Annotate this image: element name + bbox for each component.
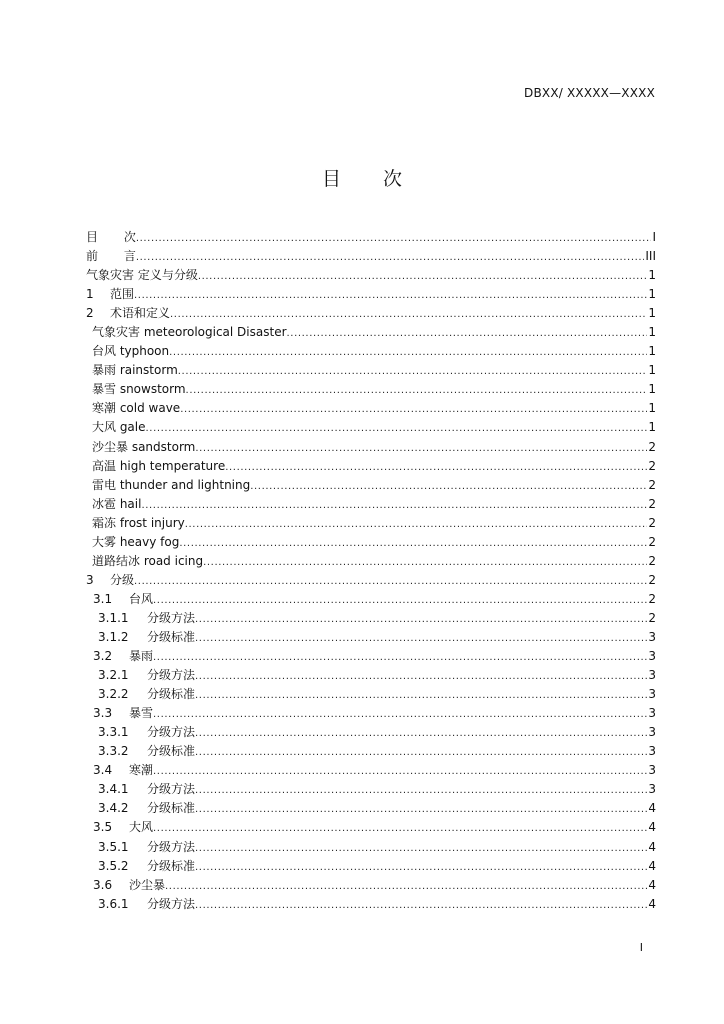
toc-dot-leader — [180, 400, 647, 419]
toc-entry[interactable] — [86, 895, 656, 914]
toc-entry[interactable] — [86, 818, 656, 837]
toc-dot-leader — [169, 343, 647, 362]
toc-entry[interactable] — [86, 399, 656, 418]
toc-entry-page: 3 — [648, 725, 656, 740]
toc-entry[interactable] — [86, 761, 656, 780]
toc-dot-leader — [198, 267, 648, 286]
toc-entry-page: 3 — [648, 763, 656, 778]
toc-entry-page: 4 — [648, 896, 656, 911]
toc-dot-leader — [195, 800, 647, 819]
toc-entry-page: 4 — [648, 839, 656, 854]
toc-entry-number: 3.3 — [93, 706, 113, 721]
toc-entry-title: 暴雨 — [129, 649, 154, 664]
toc-entry-title: 范围 — [110, 287, 135, 302]
toc-entry-number: 3.5 — [93, 820, 113, 835]
toc-entry-title: 分级方法 — [147, 725, 196, 740]
toc-entry-page: 3 — [648, 782, 656, 797]
toc-dot-leader — [186, 381, 648, 400]
toc-entry-number: 3.5.1 — [98, 839, 129, 854]
toc-entry[interactable] — [86, 666, 656, 685]
toc-entry[interactable] — [86, 285, 656, 304]
toc-entry[interactable] — [86, 476, 656, 495]
toc-entry-title: 台风 — [129, 591, 154, 606]
toc-entry-title: 分级方法 — [147, 839, 196, 854]
toc-dot-leader — [153, 705, 647, 724]
toc-dot-leader — [195, 629, 647, 648]
toc-dot-leader — [165, 877, 647, 896]
toc-entry[interactable] — [86, 247, 656, 266]
toc-entry-title: 台风 typhoon — [92, 344, 170, 359]
toc-entry-title: 道路结冰 road icing — [92, 553, 204, 568]
toc-entry[interactable] — [86, 323, 656, 342]
toc-entry-title: 分级标准 — [147, 801, 196, 816]
toc-entry[interactable] — [86, 857, 656, 876]
toc-entry-page: 2 — [648, 591, 656, 606]
toc-entry[interactable] — [86, 457, 656, 476]
toc-entry-number: 3.2.1 — [98, 668, 129, 683]
toc-entry[interactable] — [86, 380, 656, 399]
toc-entry-number: 3.5.2 — [98, 858, 129, 873]
toc-entry-page: 2 — [648, 439, 656, 454]
toc-dot-leader — [185, 515, 648, 534]
toc-dot-leader — [141, 496, 647, 515]
toc-entry-title: 大风 gale — [92, 420, 146, 435]
toc-entry-title: 目 次 — [86, 230, 136, 244]
page-number: I — [639, 941, 643, 954]
toc-entry-title: 分级方法 — [147, 896, 196, 911]
toc-entry-page: 1 — [648, 287, 656, 302]
toc-entry-page: 4 — [648, 820, 656, 835]
toc-dot-leader — [146, 419, 648, 438]
toc-entry-page: 2 — [648, 515, 656, 530]
toc-dot-leader — [195, 896, 647, 915]
toc-entry-page: 2 — [648, 496, 656, 511]
toc-entry-number: 3.1.1 — [98, 610, 129, 625]
toc-entry-number: 2 — [86, 306, 94, 321]
toc-entry[interactable] — [86, 838, 656, 857]
toc-entry-title: 霜冻 frost injury — [92, 515, 185, 530]
toc-dot-leader — [134, 286, 647, 305]
toc-entry-page: 1 — [648, 306, 656, 321]
toc-entry-page: 1 — [648, 420, 656, 435]
toc-dot-leader — [195, 839, 647, 858]
toc-entry-title: 前 言 — [86, 249, 136, 264]
toc-entry-page: 4 — [648, 858, 656, 873]
toc-entry-title: 暴雨 rainstorm — [92, 363, 178, 378]
toc-entry-number: 3.3.1 — [98, 725, 129, 740]
toc-entry-title: 分级方法 — [147, 610, 196, 625]
toc-entry[interactable] — [86, 876, 656, 895]
toc-entry-number: 3.1.2 — [98, 629, 129, 644]
toc-entry-title: 术语和定义 — [110, 306, 171, 321]
toc-entry[interactable] — [86, 609, 656, 628]
toc-dot-leader — [203, 553, 647, 572]
toc-entry-title: 分级标准 — [147, 687, 196, 702]
toc-dot-leader — [195, 858, 647, 877]
toc-entry[interactable] — [86, 266, 656, 285]
toc-entry-number: 3.1 — [93, 591, 113, 606]
toc-entry[interactable] — [86, 514, 656, 533]
toc-dot-leader — [134, 572, 647, 591]
toc-entry-page: 2 — [648, 553, 656, 568]
toc-entry-page: 3 — [648, 649, 656, 664]
toc-entry-page: 2 — [648, 610, 656, 625]
toc-entry[interactable] — [86, 723, 656, 742]
toc-entry-page: 1 — [648, 325, 656, 340]
toc-entry-number: 1 — [86, 287, 94, 302]
toc-entry-page: 3 — [648, 629, 656, 644]
toc-dot-leader — [170, 305, 647, 324]
toc-entry-title: 寒潮 cold wave — [92, 401, 181, 416]
toc-entry-title: 分级标准 — [147, 629, 196, 644]
toc-entry[interactable] — [86, 647, 656, 666]
toc-entry-page: 1 — [648, 268, 656, 283]
toc-entry[interactable] — [86, 799, 656, 818]
toc-entry-number: 3.4.2 — [98, 801, 129, 816]
toc-entry-title: 分级标准 — [147, 744, 196, 759]
toc-entry-page: 1 — [648, 382, 656, 397]
toc-dot-leader — [195, 686, 647, 705]
toc-entry-title: 分级 — [110, 572, 135, 587]
toc-entry-page: 3 — [648, 687, 656, 702]
toc-entry[interactable] — [86, 304, 656, 323]
toc-dot-leader — [136, 248, 645, 267]
toc-entry-title: 沙尘暴 sandstorm — [92, 439, 196, 454]
toc-dot-leader — [153, 648, 647, 667]
toc-entry-number: 3.2.2 — [98, 687, 129, 702]
toc-entry-page: 2 — [648, 477, 656, 492]
toc-entry-title: 气象灾害 定义与分级 — [86, 268, 198, 283]
document-code: DBXX/ XXXXX—XXXX — [524, 86, 655, 100]
toc-entry-title: 分级方法 — [147, 668, 196, 683]
toc-entry-title: 气象灾害 meteorological Disaster — [92, 325, 287, 340]
toc-entry-page: 3 — [648, 706, 656, 721]
toc-entry-title: 暴雪 snowstorm — [92, 382, 186, 397]
toc-entry[interactable] — [86, 533, 656, 552]
toc-dot-leader — [195, 439, 647, 458]
toc-dot-leader — [153, 762, 647, 781]
toc-entry-title: 分级标准 — [147, 858, 196, 873]
toc-entry-page: III — [645, 249, 656, 264]
toc-entry-page: 1 — [648, 363, 656, 378]
toc-entry[interactable] — [86, 342, 656, 361]
page-title: 目 次 — [321, 168, 403, 190]
toc-dot-leader — [195, 743, 647, 762]
toc-dot-leader — [195, 667, 647, 686]
toc-entry-number: 3.6.1 — [98, 896, 129, 911]
toc-dot-leader — [195, 610, 647, 629]
toc-dot-leader — [153, 819, 647, 838]
toc-entry-page: 4 — [648, 877, 656, 892]
toc-entry-title: 大风 — [129, 820, 154, 835]
toc-entry[interactable] — [86, 685, 656, 704]
toc-entry-number: 3.4 — [93, 763, 113, 778]
toc-entry[interactable] — [86, 628, 656, 647]
toc-entry[interactable] — [86, 780, 656, 799]
toc-dot-leader — [179, 534, 647, 553]
toc-entry-page: 2 — [648, 534, 656, 549]
toc-entry[interactable] — [86, 361, 656, 380]
toc-entry-title: 大雾 heavy fog — [92, 534, 180, 549]
toc-entry-number: 3.4.1 — [98, 782, 129, 797]
toc-entry-page: 1 — [648, 344, 656, 359]
toc-entry-page: 2 — [648, 572, 656, 587]
toc-dot-leader — [287, 324, 648, 343]
toc-entry[interactable] — [86, 228, 656, 247]
toc-dot-leader — [195, 724, 647, 743]
toc-dot-leader — [178, 362, 648, 381]
toc-entry-title: 暴雪 — [129, 706, 154, 721]
toc-entry[interactable] — [86, 590, 656, 609]
toc-dot-leader — [195, 781, 647, 800]
toc-entry-title: 沙尘暴 — [129, 877, 166, 892]
toc-entry-page: 2 — [648, 458, 656, 473]
toc-dot-leader — [136, 229, 652, 248]
toc-entry-title: 高温 high temperature — [92, 458, 226, 473]
toc-entry-page: 4 — [648, 801, 656, 816]
toc-entry-title: 冰雹 hail — [92, 496, 142, 511]
toc-dot-leader — [225, 458, 647, 477]
toc-entry-page: 3 — [648, 744, 656, 759]
toc-entry[interactable] — [86, 495, 656, 514]
toc-dot-leader — [153, 591, 647, 610]
toc-entry[interactable] — [86, 552, 656, 571]
toc-entry-title: 雷电 thunder and lightning — [92, 477, 251, 492]
toc-entry-number: 3.6 — [93, 877, 113, 892]
toc-entry-number: 3.3.2 — [98, 744, 129, 759]
toc-entry-page: I — [652, 230, 656, 244]
toc-entry-title: 寒潮 — [129, 763, 154, 778]
toc-dot-leader — [250, 477, 647, 496]
toc-entry-title: 分级方法 — [147, 782, 196, 797]
toc-entry-page: 1 — [648, 401, 656, 416]
toc-entry[interactable] — [86, 438, 656, 457]
toc-entry-page: 3 — [648, 668, 656, 683]
toc-entry-number: 3 — [86, 572, 94, 587]
toc-entry[interactable] — [86, 742, 656, 761]
toc-entry[interactable] — [86, 418, 656, 437]
toc-entry-number: 3.2 — [93, 649, 113, 664]
toc-entry[interactable] — [86, 571, 656, 590]
table-of-contents — [86, 228, 656, 914]
toc-entry[interactable] — [86, 704, 656, 723]
